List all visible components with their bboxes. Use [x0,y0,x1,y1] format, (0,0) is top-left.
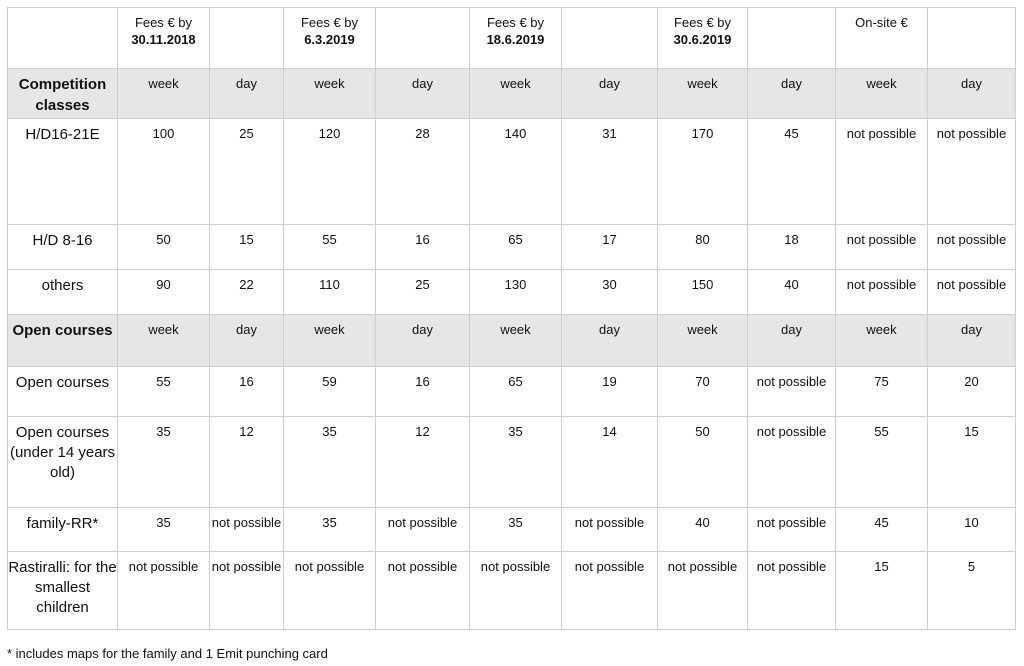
period-subheader: day [928,315,1016,367]
fee-cell: not possible [118,552,210,630]
header-cell [376,8,470,69]
fee-cell: 120 [284,119,376,225]
header-cell [210,8,284,69]
fee-cell: not possible [748,417,836,508]
fee-cell: 12 [376,417,470,508]
fee-cell: 25 [210,119,284,225]
row-label: family-RR* [8,508,118,552]
table-row [8,367,1016,417]
fee-cell: 12 [210,417,284,508]
fee-cell: 14 [562,417,658,508]
header-cell: Fees € by 30.11.2018 [118,8,210,69]
fee-cell: 40 [748,270,836,315]
header-cell: Fees € by 18.6.2019 [470,8,562,69]
fee-cell: not possible [836,119,928,225]
fee-cell: 65 [470,367,562,417]
fee-cell: 35 [118,508,210,552]
fee-cell: 35 [118,417,210,508]
period-subheader: week [470,315,562,367]
fee-cell: 65 [470,225,562,270]
table-row [8,417,1016,508]
period-subheader: day [210,315,284,367]
fee-cell: 35 [470,417,562,508]
fee-cell: 16 [376,367,470,417]
table-row [8,270,1016,315]
fee-cell: 18 [748,225,836,270]
period-subheader: day [562,69,658,119]
fee-cell: 20 [928,367,1016,417]
period-subheader: day [210,69,284,119]
fees-table [7,7,1016,630]
fee-cell: 150 [658,270,748,315]
header-cell: Fees € by 6.3.2019 [284,8,376,69]
fee-cell: 22 [210,270,284,315]
fee-cell: 50 [118,225,210,270]
fee-cell: not possible [748,508,836,552]
period-subheader: day [376,315,470,367]
fee-cell: 55 [836,417,928,508]
header-cell [562,8,658,69]
fee-cell: 16 [376,225,470,270]
row-label: Open courses (under 14 years old) [8,417,118,508]
section-header-competition [8,69,1016,119]
fee-cell: not possible [284,552,376,630]
period-subheader: week [836,69,928,119]
row-label: Rastiralli: for the smallest children [8,552,118,630]
fee-cell: not possible [210,552,284,630]
header-cell [8,8,118,69]
fee-cell: 59 [284,367,376,417]
period-subheader: week [658,69,748,119]
fee-cell: 15 [928,417,1016,508]
fee-cell: not possible [928,270,1016,315]
row-label: Open courses [8,367,118,417]
section-title: Competition classes [8,69,118,119]
period-subheader: day [562,315,658,367]
fee-cell: not possible [470,552,562,630]
fee-cell: 110 [284,270,376,315]
row-label: H/D 8-16 [8,225,118,270]
fee-cell: 90 [118,270,210,315]
period-subheader: day [748,315,836,367]
footnote: * includes maps for the family and 1 Emit punching card [7,646,328,661]
table-row [8,508,1016,552]
fee-cell: 100 [118,119,210,225]
fee-cell: 28 [376,119,470,225]
header-cell: Fees € by 30.6.2019 [658,8,748,69]
fee-cell: 40 [658,508,748,552]
fee-cell: not possible [748,552,836,630]
fee-cell: 130 [470,270,562,315]
fee-cell: 15 [836,552,928,630]
fee-cell: 25 [376,270,470,315]
fee-cell: not possible [836,225,928,270]
fee-cell: not possible [928,119,1016,225]
period-subheader: week [470,69,562,119]
fee-cell: not possible [748,367,836,417]
fee-cell: not possible [376,552,470,630]
fee-cell: 16 [210,367,284,417]
fee-cell: 45 [836,508,928,552]
fee-cell: 15 [210,225,284,270]
header-row [8,8,1016,69]
header-cell: On-site € [836,8,928,69]
fee-cell: not possible [562,552,658,630]
fee-cell: not possible [562,508,658,552]
fee-cell: 70 [658,367,748,417]
fee-cell: not possible [210,508,284,552]
fee-cell: not possible [928,225,1016,270]
header-cell [748,8,836,69]
fee-cell: 35 [284,417,376,508]
fee-cell: 170 [658,119,748,225]
fee-cell: 17 [562,225,658,270]
period-subheader: week [284,315,376,367]
table-row [8,552,1016,630]
section-title: Open courses [8,315,118,367]
period-subheader: day [376,69,470,119]
fee-cell: 31 [562,119,658,225]
period-subheader: week [836,315,928,367]
table-row [8,119,1016,225]
row-label: H/D16-21E [8,119,118,225]
section-header-open-courses [8,315,1016,367]
row-label: others [8,270,118,315]
period-subheader: week [658,315,748,367]
period-subheader: day [928,69,1016,119]
fee-cell: 80 [658,225,748,270]
fee-cell: 30 [562,270,658,315]
fee-cell: 19 [562,367,658,417]
fee-cell: 35 [284,508,376,552]
table-row [8,225,1016,270]
fee-cell: 55 [118,367,210,417]
fee-cell: 75 [836,367,928,417]
period-subheader: day [748,69,836,119]
fee-cell: not possible [376,508,470,552]
fee-cell: 5 [928,552,1016,630]
fee-cell: 10 [928,508,1016,552]
fee-cell: 140 [470,119,562,225]
fee-cell: 50 [658,417,748,508]
period-subheader: week [118,69,210,119]
period-subheader: week [284,69,376,119]
header-cell [928,8,1016,69]
fee-cell: 45 [748,119,836,225]
period-subheader: week [118,315,210,367]
fee-cell: not possible [658,552,748,630]
fee-cell: 35 [470,508,562,552]
fee-cell: 55 [284,225,376,270]
fee-cell: not possible [836,270,928,315]
